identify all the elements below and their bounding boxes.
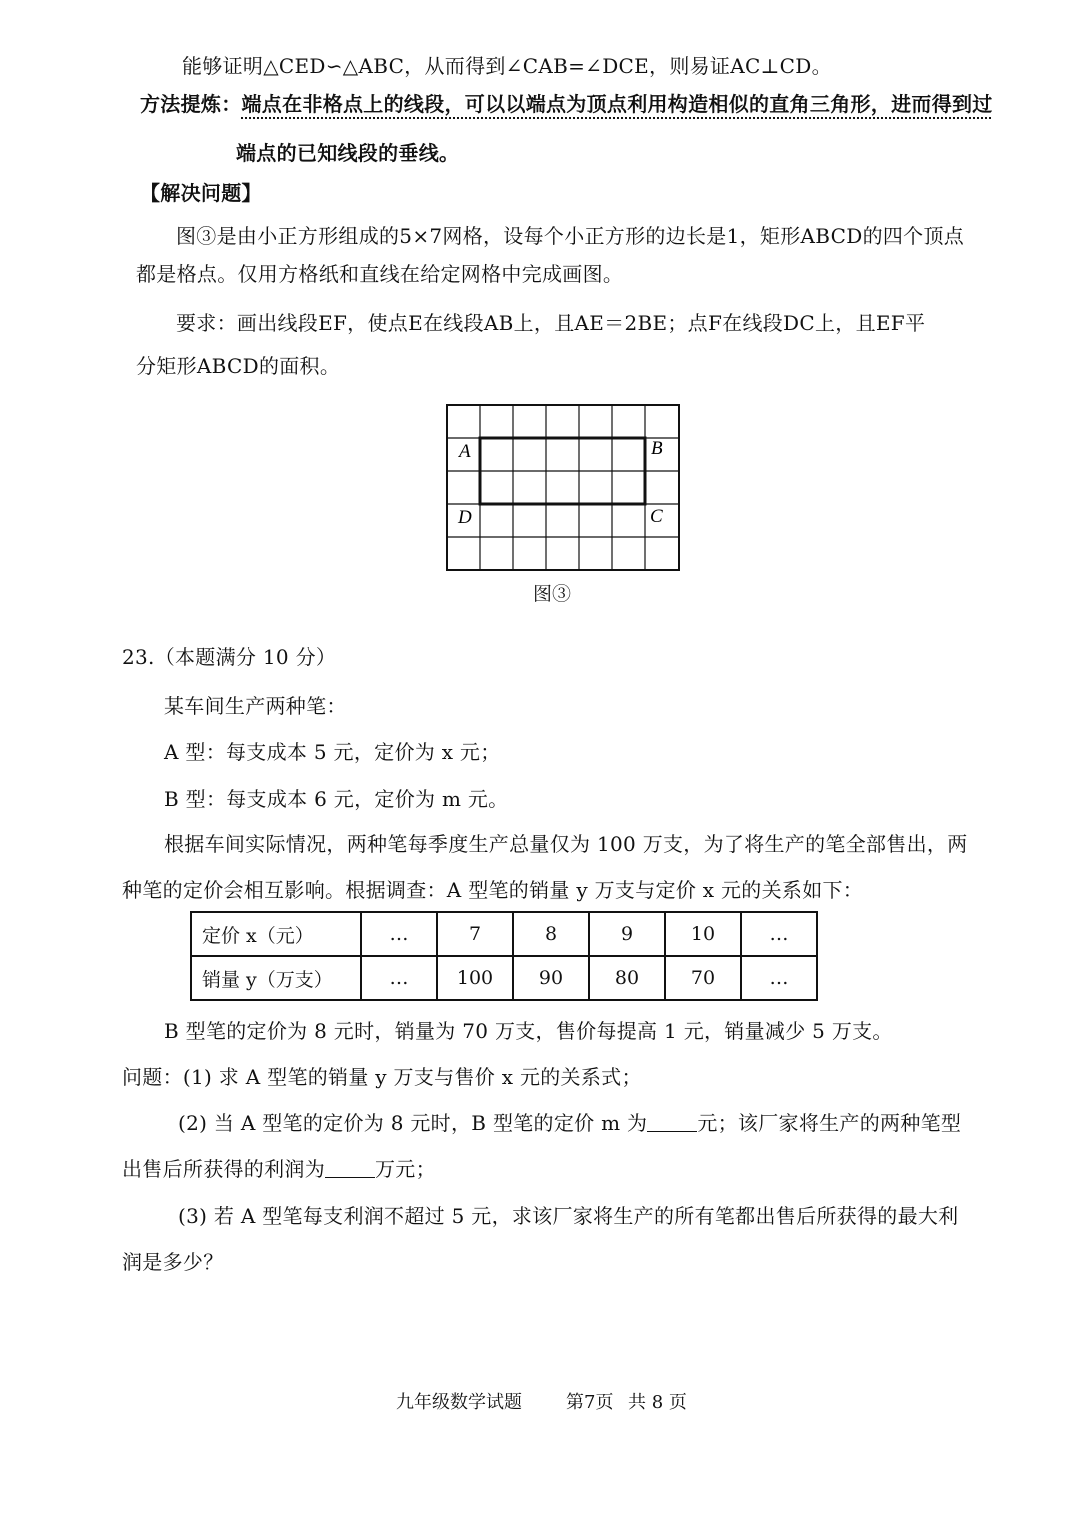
- table-cell: …: [361, 912, 437, 956]
- table-row: [191, 912, 817, 956]
- sub-question-3-line2: 润是多少？: [122, 1250, 224, 1274]
- sub-question-2-line2: [122, 1157, 436, 1181]
- answer-blank-m[interactable]: [647, 1113, 697, 1132]
- requirement-line2: 分矩形ABCD的面积。: [136, 354, 341, 378]
- sub-question-2-text-d: 万元；: [375, 1157, 436, 1181]
- table-cell: 销量 y（万支）: [191, 956, 361, 1000]
- problem-text-line1: 图③是由小正方形组成的5×7网格，设每个小正方形的边长是1，矩形ABCD的四个顶点: [176, 224, 965, 248]
- type-b-note: B 型笔的定价为 8 元时，销量为 70 万支，售价每提高 1 元，销量减少 5 万支。: [164, 1019, 893, 1043]
- answer-blank-profit[interactable]: [325, 1159, 375, 1178]
- table-cell: …: [741, 912, 817, 956]
- condition-line2: 种笔的定价会相互影响。根据调查：A 型笔的销量 y 万支与定价 x 元的关系如下：: [122, 878, 864, 902]
- table-cell: …: [741, 956, 817, 1000]
- table-cell: 90: [513, 956, 589, 1000]
- type-b-desc: B 型：每支成本 6 元，定价为 m 元。: [164, 787, 509, 811]
- proof-conclusion: 能够证明△CED∽△ABC，从而得到∠CAB=∠DCE，则易证AC⊥CD。: [182, 54, 832, 78]
- table-cell: …: [361, 956, 437, 1000]
- vertex-label-c: C: [650, 506, 663, 527]
- sub-question-2-text-b: 元；该厂家将生产的两种笔型: [697, 1111, 962, 1135]
- table-cell: 80: [589, 956, 665, 1000]
- problem-text-line2: 都是格点。仅用方格纸和直线在给定网格中完成画图。: [136, 262, 624, 286]
- table-row: [191, 956, 817, 1000]
- vertex-label-b: B: [651, 438, 663, 459]
- sub-question-3-line1: (3) 若 A 型笔每支利润不超过 5 元，求该厂家将生产的所有笔都出售后所获得的最大利: [178, 1204, 959, 1228]
- condition-line1: 根据车间实际情况，两种笔每季度生产总量仅为 100 万支，为了将生产的笔全部售出，两: [164, 832, 968, 856]
- footer-page: 第7页: [566, 1392, 614, 1413]
- sub-question-2-text-c: 出售后所获得的利润为: [122, 1157, 325, 1181]
- method-text-line1: 端点在非格点上的线段，可以以端点为顶点利用构造相似的直角三角形，进而得到过: [241, 92, 993, 116]
- table-cell: 定价 x（元）: [191, 912, 361, 956]
- method-label: 方法提炼：: [140, 92, 242, 116]
- table-cell: 9: [589, 912, 665, 956]
- figure-caption: 图③: [533, 583, 572, 605]
- vertex-label-d: D: [458, 507, 472, 528]
- section-heading: 【解决问题】: [140, 181, 262, 205]
- vertex-label-a: A: [459, 441, 471, 462]
- question-intro: 某车间生产两种笔：: [164, 694, 347, 718]
- sub-question-2-line1: [178, 1111, 961, 1135]
- table-cell: 7: [437, 912, 513, 956]
- table-cell: 8: [513, 912, 589, 956]
- table-cell: 10: [665, 912, 741, 956]
- sub-question-1: 问题：(1) 求 A 型笔的销量 y 万支与售价 x 元的关系式；: [122, 1065, 642, 1089]
- footer-title: 九年级数学试题: [396, 1392, 522, 1413]
- method-text-line2: 端点的已知线段的垂线。: [236, 141, 460, 165]
- requirement-line1: 要求：画出线段EF，使点E在线段AB上，且AE＝2BE；点F在线段DC上，且EF平: [176, 311, 926, 335]
- table-cell: 100: [437, 956, 513, 1000]
- grid-figure: [446, 404, 680, 571]
- price-sales-table: [190, 911, 818, 1001]
- method-summary: [140, 92, 993, 116]
- sub-question-2-text-a: (2) 当 A 型笔的定价为 8 元时，B 型笔的定价 m 为: [178, 1111, 648, 1135]
- type-a-desc: A 型：每支成本 5 元，定价为 x 元；: [164, 740, 501, 764]
- footer-total: 共 8 页: [628, 1392, 687, 1413]
- question-23-title: 23.（本题满分 10 分）: [122, 645, 337, 669]
- table-cell: 70: [665, 956, 741, 1000]
